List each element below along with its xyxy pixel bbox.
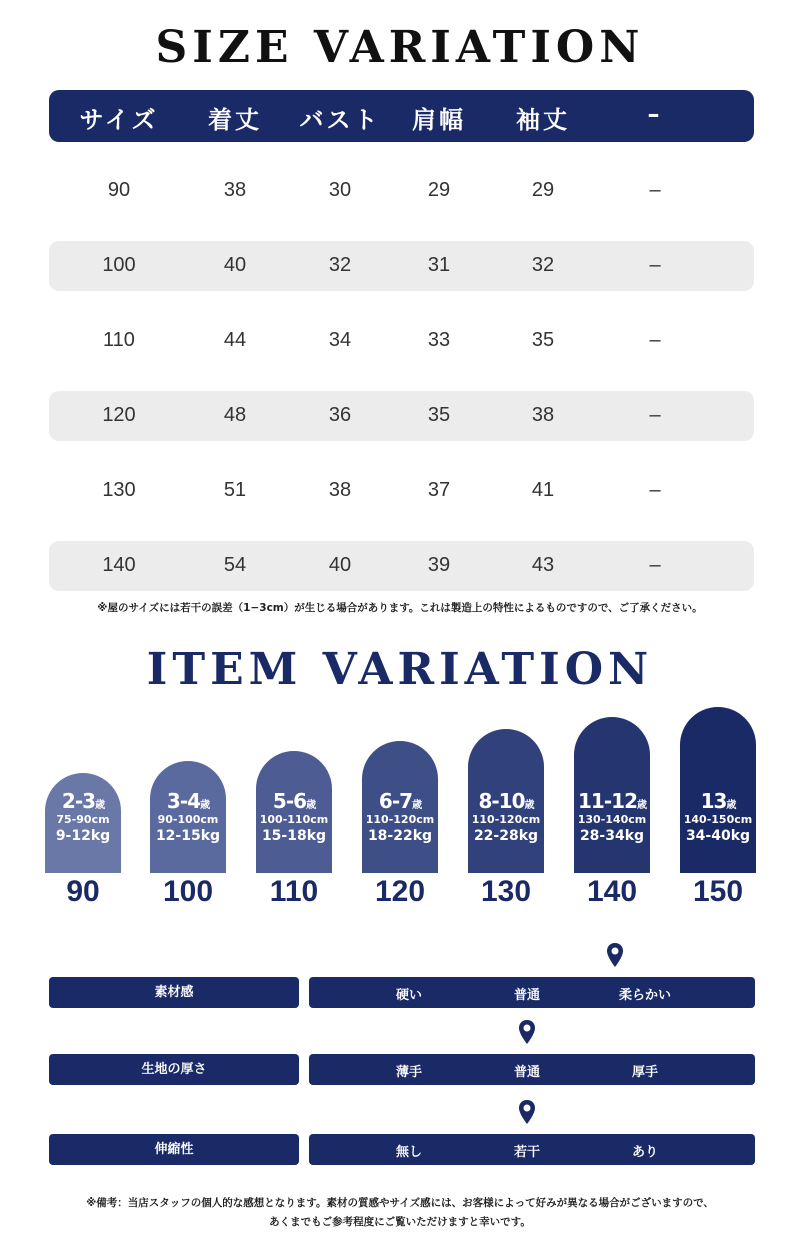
header-size: サイズ [79, 106, 159, 134]
size-option-badge [150, 761, 226, 873]
size-table-cell: 48 [223, 404, 247, 426]
size-option-badge [574, 717, 650, 873]
attribute-option: 普通 [513, 988, 540, 1003]
weight-range: 22-28kg [473, 828, 539, 844]
age-unit: 歳 [726, 800, 736, 811]
size-table-cell: – [649, 254, 661, 276]
age-value: 8-10 [478, 789, 525, 813]
size-table-row [49, 466, 754, 516]
age-unit: 歳 [412, 800, 422, 811]
remarks-note [0, 1194, 800, 1232]
age-value: 6-7 [378, 789, 413, 813]
size-option-card [362, 741, 438, 909]
age-value: 11-12 [578, 789, 637, 813]
age-unit: 歳 [200, 800, 210, 811]
size-table-cell: 29 [427, 179, 451, 201]
location-pin-icon [606, 942, 624, 968]
age-range [468, 789, 544, 813]
size-table-cell: 33 [427, 329, 451, 351]
size-table-row [49, 316, 754, 366]
size-table-header [49, 90, 754, 142]
header-sleeve: 袖丈 [516, 106, 570, 134]
size-number: 150 [692, 875, 744, 908]
age-unit: 歳 [636, 800, 646, 811]
attribute-scale [309, 1054, 755, 1085]
size-table-cell: 29 [531, 179, 555, 201]
size-table-cell: 36 [328, 404, 352, 426]
size-table-cell: 54 [223, 554, 247, 576]
size-table-cell: 38 [223, 179, 247, 201]
age-value: 3-4 [166, 789, 201, 813]
size-table-cell: 35 [531, 329, 555, 351]
size-table-cell: – [649, 479, 661, 501]
weight-range: 15-18kg [261, 828, 327, 844]
attribute-option: 硬い [395, 988, 422, 1003]
item-variation-title: ITEM VARIATION [146, 644, 654, 695]
age-unit: 歳 [524, 800, 534, 811]
height-range: 90-100cm [157, 813, 219, 826]
age-value: 2-3 [61, 789, 96, 813]
age-range [362, 789, 438, 813]
weight-range: 28-34kg [579, 828, 645, 844]
remarks-line-1: ※備考：当店スタッフの個人的な感想となります。素材の質感やサイズ感には、お客様によって好みが異なる場合がございますので、 [86, 1197, 714, 1209]
size-table-cell: 90 [107, 179, 131, 201]
size-number: 140 [586, 875, 638, 908]
size-table-cell: 40 [223, 254, 247, 276]
size-table-cell: 32 [531, 254, 555, 276]
height-range: 140-150cm [683, 813, 753, 826]
attribute-label: 生地の厚さ [49, 1054, 299, 1085]
size-table-cell: 43 [531, 554, 555, 576]
size-table-cell: 37 [427, 479, 451, 501]
size-table-cell: 130 [102, 479, 136, 501]
size-table-cell: 38 [531, 404, 555, 426]
height-range: 130-140cm [577, 813, 647, 826]
height-range: 100-110cm [259, 813, 329, 826]
height-range: 110-120cm [365, 813, 435, 826]
header-shoulder: 肩幅 [412, 106, 466, 134]
size-table-row [49, 166, 754, 216]
size-table-cell: 41 [531, 479, 555, 501]
size-table-cell: – [649, 329, 661, 351]
size-option-badge [468, 729, 544, 873]
attribute-option: 厚手 [631, 1065, 658, 1080]
size-option-badge [680, 707, 756, 873]
size-table-cell: 32 [328, 254, 352, 276]
size-table-cell: 34 [328, 329, 352, 351]
size-option-badge [362, 741, 438, 873]
size-variation-title: SIZE VARIATION [155, 22, 645, 73]
weight-range: 34-40kg [685, 828, 751, 844]
size-table-cell: 35 [427, 404, 451, 426]
attribute-option: 無し [395, 1145, 422, 1160]
size-table-cell: 100 [102, 254, 136, 276]
size-table-cell: 30 [328, 179, 352, 201]
attribute-label: 伸縮性 [49, 1134, 299, 1165]
size-number: 110 [269, 875, 319, 908]
weight-range: 9-12kg [55, 828, 111, 844]
size-table-cell: 31 [427, 254, 451, 276]
size-option-card [256, 751, 332, 909]
size-number: 120 [374, 875, 426, 908]
age-unit: 歳 [306, 800, 316, 811]
size-table-cell: 120 [102, 404, 136, 426]
size-option-card [468, 729, 544, 909]
size-table-cell: – [649, 179, 661, 201]
weight-range: 12-15kg [155, 828, 221, 844]
size-option-card [680, 707, 756, 909]
height-range: 110-120cm [471, 813, 541, 826]
attribute-label: 素材感 [49, 977, 299, 1008]
attribute-scale [309, 977, 755, 1008]
location-pin-icon [518, 1019, 536, 1045]
weight-range: 18-22kg [367, 828, 433, 844]
header-length: 着丈 [208, 106, 262, 134]
age-range [574, 789, 650, 813]
attribute-option: 薄手 [395, 1065, 422, 1080]
age-range [45, 789, 121, 813]
attribute-option: 柔らかい [618, 988, 671, 1003]
size-number: 130 [480, 875, 532, 908]
attribute-option: あり [631, 1145, 658, 1160]
age-value: 13 [700, 789, 727, 813]
size-table-cell: 40 [328, 554, 352, 576]
attribute-scale [309, 1134, 755, 1165]
size-table-cell: 44 [223, 329, 247, 351]
size-number: 90 [66, 875, 100, 908]
header-extra: – [647, 100, 663, 128]
size-table-row [49, 241, 754, 291]
attribute-option: 若干 [513, 1145, 540, 1160]
size-table-row [49, 541, 754, 591]
attribute-option: 普通 [513, 1065, 540, 1080]
age-unit: 歳 [95, 800, 105, 811]
age-range [150, 789, 226, 813]
location-pin-icon [518, 1099, 536, 1125]
size-table-cell: 140 [102, 554, 136, 576]
size-table-cell: 51 [223, 479, 247, 501]
age-value: 5-6 [272, 789, 307, 813]
size-option-card [45, 773, 121, 909]
size-note: ※屋のサイズには若干の誤差（1−3cm）が生じる場合があります。これは製造上の特性によるものですので、ご了承ください。 [97, 602, 703, 614]
size-option-card [150, 761, 226, 909]
header-bust: バスト [299, 106, 381, 134]
size-table-cell: – [649, 554, 661, 576]
size-option-badge [256, 751, 332, 873]
age-range [256, 789, 332, 813]
age-range [680, 789, 756, 813]
size-option-card [574, 717, 650, 909]
size-table-cell: 110 [103, 329, 135, 351]
size-table-row [49, 391, 754, 441]
size-number: 100 [162, 875, 214, 908]
size-table-cell: 39 [427, 554, 451, 576]
remarks-line-2: あくまでもご参考程度にご覧いただけますと幸いです。 [269, 1216, 531, 1228]
height-range: 75-90cm [56, 813, 110, 826]
size-option-badge [45, 773, 121, 873]
size-table-cell: 38 [328, 479, 352, 501]
size-table-cell: – [649, 404, 661, 426]
